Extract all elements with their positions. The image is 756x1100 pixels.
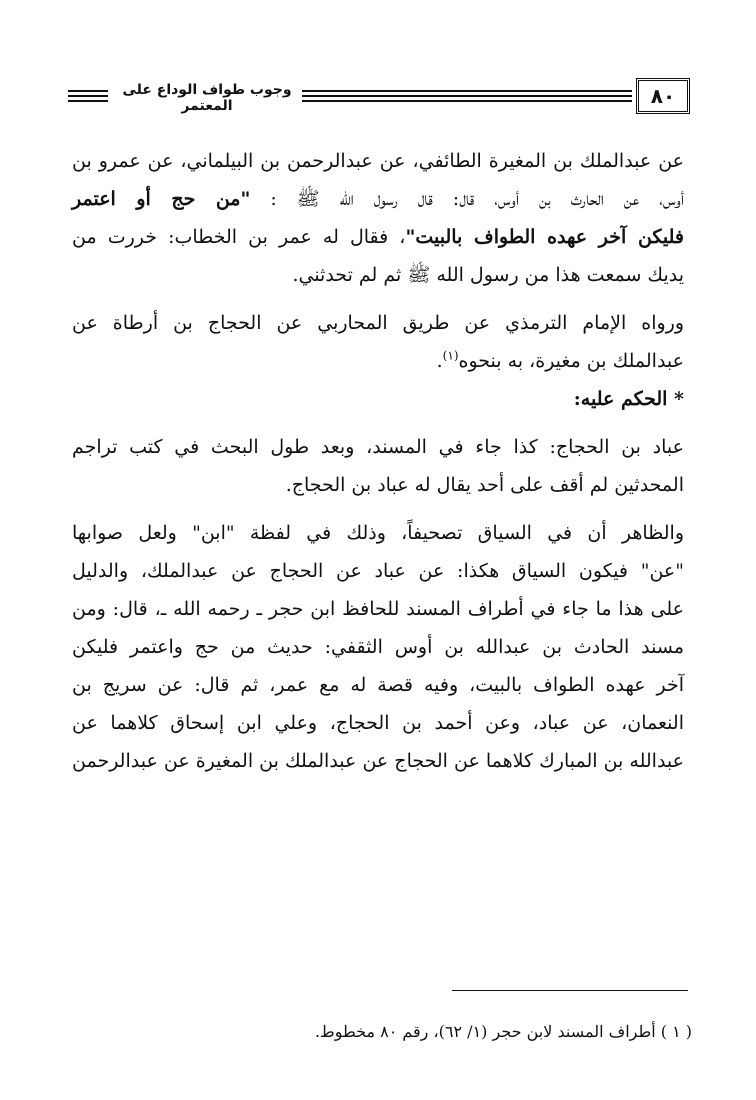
header-rule [302,95,632,97]
paragraph-gap [72,504,684,514]
text-line: يديك سمعت هذا من رسول الله ﷺ ثم لم تحدثني. [292,264,684,286]
text-fragment: عبدالملك بن مغيرة، به بنحوه [458,350,684,372]
text-line: عباد بن الحجاج: كذا جاء في المسند، وبعد طول البحث في كتب تراجم [72,436,684,458]
header-rule [302,90,632,92]
running-title: وجوب طواف الوداع على المعتمر [122,82,292,114]
header-rule [68,90,108,92]
section-heading: * الحكم عليه: [573,388,684,410]
paragraph-gap [72,294,684,304]
running-header [68,78,688,118]
text-line: والظاهر أن في السياق تصحيفاً، وذلك في لفظة "ابن" ولعل صوابها [72,522,684,544]
text-line-with-footnote: عبدالملك بن مغيرة، به بنحوه$^{(١)}$. [436,348,684,372]
footnote-reference: (١) [442,348,459,363]
text-line: على هذا ما جاء في أطراف المسند للحافظ ابن حجر ـ رحمه الله ـ، قال: ومن [72,598,684,620]
text-line: عبدالله بن المبارك كلاهما عن الحجاج عن عبدالملك بن المغيرة عن عبدالرحمن [72,750,684,772]
header-rule [302,100,632,102]
paragraph-gap [72,418,684,428]
text-line: ورواه الإمام الترمذي عن طريق المحاربي عن الحجاج بن أرطاة عن [72,312,684,334]
main-text [72,142,684,780]
text-line: النعمان، عن عباد، وعن أحمد بن الحجاج، وعلي ابن إسحاق كلاهما عن [72,712,684,734]
footnote-separator [452,990,688,991]
text-line: مسند الحادث بن عبدالله بن أوس الثقفي: حديث من حج واعتمر فليكن [72,636,684,658]
header-rule [68,100,108,102]
bold-phrase: "من حج أو اعتمر [72,188,251,210]
text-line: آخر عهده الطواف بالبيت، وفيه قصة له مع عمر، ثم قال: عن سريج بن [72,674,684,696]
header-rule [68,95,108,97]
text-line: "عن" فيكون السياق هكذا: عن عباد عن الحجاج عن عبدالملك، والدليل [72,560,684,582]
text-line-with-bold-end: فليكن آخر عهده الطواف بالبيت"، فقال له عمر بن الخطاب: خررت من [72,226,685,248]
text-line-with-bold-start: أوس، عن الحارث بن أوس، قال: قال رسول الله ﷺ : "من حج أو اعتمر [72,188,684,210]
text-line: عن عبدالملك بن المغيرة الطائفي، عن عبدالرحمن بن البيلماني، عن عمرو بن [72,150,684,172]
text-line: المحدثين لم أقف على أحد يقال له عباد بن الحجاج. [285,474,684,496]
footnote: ( ١ ) أطراف المسند لابن حجر (١/ ٦٢)، رقم ٨٠ مخطوط. [314,1022,692,1041]
page-number: ٨٠ [636,78,690,114]
bold-phrase: فليكن آخر عهده الطواف بالبيت" [405,226,685,248]
